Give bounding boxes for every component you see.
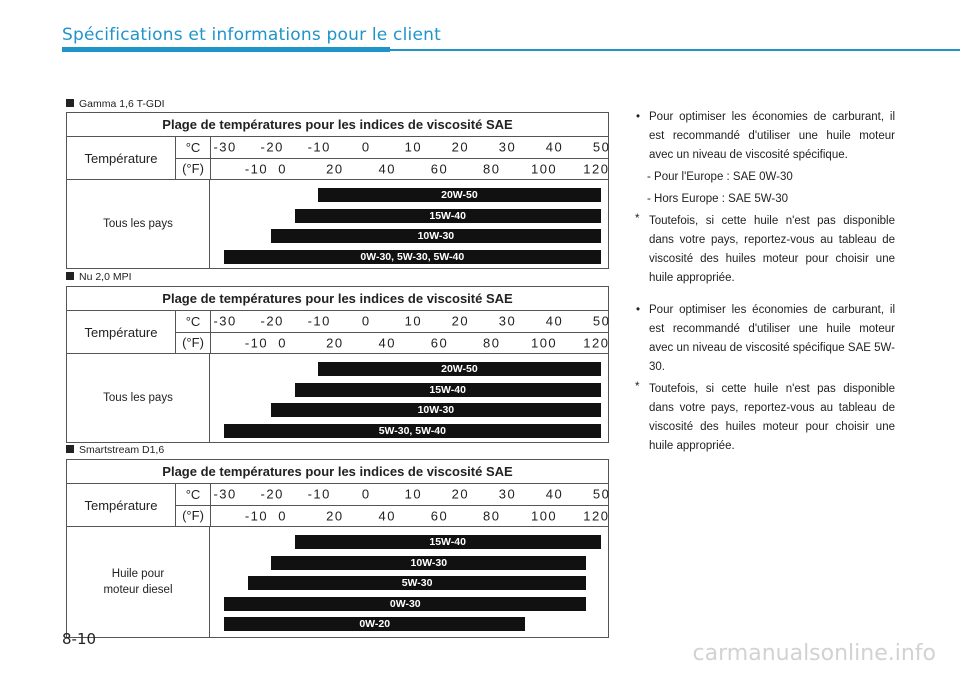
header-rule-thick xyxy=(62,47,390,52)
table-title: Plage de températures pour les indices de viscosité SAE xyxy=(67,460,608,484)
viscosity-bar: 20W-50 xyxy=(318,188,600,202)
fahrenheit-scale xyxy=(211,506,608,527)
celsius-tick: -10 xyxy=(307,139,331,155)
celsius-scale xyxy=(211,137,611,159)
temperature-label: Température xyxy=(67,311,176,353)
temperature-scales xyxy=(211,137,611,179)
engine-label-nu xyxy=(66,271,132,283)
bullet-icon: • xyxy=(636,111,641,123)
viscosity-bar: 0W-30 xyxy=(224,597,586,611)
asterisk-icon: * xyxy=(635,381,640,393)
viscosity-bars xyxy=(210,527,608,637)
celsius-tick: -20 xyxy=(260,313,284,329)
fahrenheit-tick: 120 xyxy=(583,508,610,524)
header-rule-thin xyxy=(390,49,960,51)
viscosity-bar: 15W-40 xyxy=(295,535,601,549)
celsius-tick: 20 xyxy=(451,139,470,155)
fahrenheit-tick: 80 xyxy=(483,508,501,524)
celsius-unit: °C xyxy=(176,311,210,333)
engine-label-smartstream xyxy=(66,444,164,456)
bullet-icon: • xyxy=(636,304,641,316)
celsius-tick: -10 xyxy=(307,313,331,329)
fahrenheit-tick: 20 xyxy=(326,161,344,177)
fahrenheit-tick: 100 xyxy=(530,335,558,351)
celsius-unit: °C xyxy=(176,137,210,159)
temperature-label: Température xyxy=(67,484,176,526)
fahrenheit-tick: 60 xyxy=(430,335,449,351)
asterisk-icon: * xyxy=(635,213,640,225)
note-text: Pour optimiser les économies de carburant, il est recommandé d'utiliser une huile moteur avec un niveau de viscosité spécifique SAE 5W-30. xyxy=(649,304,895,373)
region-label: Tous les pays xyxy=(67,180,210,268)
viscosity-row xyxy=(67,527,608,637)
section-title: Spécifications et informations pour le client xyxy=(62,25,441,45)
viscosity-bars xyxy=(210,180,608,268)
viscosity-bar: 5W-30, 5W-40 xyxy=(224,424,600,438)
unit-column xyxy=(176,484,211,526)
fahrenheit-tick: 0 xyxy=(278,508,287,524)
viscosity-bar: 0W-30, 5W-30, 5W-40 xyxy=(224,250,600,264)
unit-column xyxy=(176,311,211,353)
celsius-tick: 40 xyxy=(545,313,564,329)
viscosity-row xyxy=(67,354,608,442)
region-label: Huile pour moteur diesel xyxy=(67,527,210,637)
celsius-tick: -30 xyxy=(213,139,237,155)
fahrenheit-tick: 40 xyxy=(378,161,396,177)
celsius-tick: -20 xyxy=(260,139,284,155)
celsius-tick: 50 xyxy=(592,486,611,502)
fahrenheit-tick: 80 xyxy=(483,161,501,177)
square-bullet-icon xyxy=(66,445,74,453)
note-text: Pour optimiser les économies de carburant, il est recommandé d'utiliser une huile moteur avec un niveau de viscosité spécifique. xyxy=(649,111,895,161)
temperature-scales xyxy=(211,311,611,353)
temperature-scales xyxy=(211,484,611,526)
fahrenheit-scale xyxy=(211,159,608,180)
fahrenheit-tick: 80 xyxy=(483,335,501,351)
fahrenheit-tick: -10 xyxy=(244,508,269,524)
viscosity-bar: 10W-30 xyxy=(271,229,600,243)
temperature-label: Température xyxy=(67,137,176,179)
viscosity-bar: 10W-30 xyxy=(271,403,600,417)
note-europe: - Pour l'Europe : SAE 0W-30 xyxy=(647,171,793,183)
note-text: Toutefois, si cette huile n'est pas disponible dans votre pays, reportez-vous au tableau de viscosité des huiles moteur pour choisir une huile appropriée. xyxy=(649,383,895,452)
fahrenheit-tick: -10 xyxy=(244,161,269,177)
celsius-tick: -10 xyxy=(307,486,331,502)
square-bullet-icon xyxy=(66,99,74,107)
fahrenheit-tick: 40 xyxy=(378,508,396,524)
fahrenheit-tick: 0 xyxy=(278,335,287,351)
celsius-tick: 40 xyxy=(545,486,564,502)
celsius-tick: 50 xyxy=(592,139,611,155)
square-bullet-icon xyxy=(66,272,74,280)
fahrenheit-tick: 0 xyxy=(278,161,287,177)
celsius-tick: 0 xyxy=(361,139,371,155)
celsius-tick: 20 xyxy=(451,313,470,329)
watermark: carmanualsonline.info xyxy=(692,641,936,666)
table-title: Plage de températures pour les indices de viscosité SAE xyxy=(67,287,608,311)
fahrenheit-tick: 20 xyxy=(326,335,344,351)
temperature-row xyxy=(67,311,611,354)
viscosity-table xyxy=(66,286,609,443)
celsius-tick: 40 xyxy=(545,139,564,155)
celsius-tick: 10 xyxy=(404,313,423,329)
region-label: Tous les pays xyxy=(67,354,210,442)
fahrenheit-unit: (°F) xyxy=(182,508,204,524)
engine-label-gamma xyxy=(66,98,165,110)
viscosity-bar: 20W-50 xyxy=(318,362,600,376)
note-paragraph xyxy=(633,108,895,165)
fahrenheit-tick: 40 xyxy=(378,335,396,351)
celsius-scale xyxy=(211,484,611,506)
viscosity-table xyxy=(66,459,609,638)
page-number: 8-10 xyxy=(62,630,97,648)
fahrenheit-tick: 120 xyxy=(583,335,610,351)
celsius-tick: -30 xyxy=(213,313,237,329)
notes-column xyxy=(633,108,895,456)
celsius-tick: 0 xyxy=(361,486,371,502)
fahrenheit-tick: 20 xyxy=(326,508,344,524)
unit-column xyxy=(176,137,211,179)
viscosity-bar: 10W-30 xyxy=(271,556,586,570)
fahrenheit-tick: 100 xyxy=(530,161,558,177)
engine-name: Gamma 1,6 T-GDI xyxy=(79,98,165,110)
engine-name: Smartstream D1,6 xyxy=(79,444,165,456)
temperature-row xyxy=(67,137,611,180)
viscosity-bar: 5W-30 xyxy=(248,576,587,590)
celsius-tick: 20 xyxy=(451,486,470,502)
fahrenheit-unit: (°F) xyxy=(182,335,204,351)
note-paragraph xyxy=(633,380,895,456)
fahrenheit-tick: 60 xyxy=(430,508,449,524)
note-text: Toutefois, si cette huile n'est pas disponible dans votre pays, reportez-vous au tableau de viscosité des huiles moteur pour choisir une huile appropriée. xyxy=(649,215,895,284)
celsius-tick: 10 xyxy=(404,139,423,155)
note-paragraph xyxy=(633,301,895,377)
celsius-tick: 50 xyxy=(592,313,611,329)
table-title: Plage de températures pour les indices de viscosité SAE xyxy=(67,113,608,137)
viscosity-table xyxy=(66,112,609,269)
celsius-scale xyxy=(211,311,611,333)
note-outside-europe: - Hors Europe : SAE 5W-30 xyxy=(647,193,789,205)
fahrenheit-tick: 100 xyxy=(530,508,558,524)
celsius-tick: 0 xyxy=(361,313,371,329)
fahrenheit-tick: 120 xyxy=(583,161,610,177)
note-paragraph xyxy=(633,212,895,288)
viscosity-bar: 15W-40 xyxy=(295,209,601,223)
viscosity-row xyxy=(67,180,608,268)
celsius-tick: 30 xyxy=(498,139,517,155)
viscosity-bar: 15W-40 xyxy=(295,383,601,397)
celsius-tick: 30 xyxy=(498,486,517,502)
celsius-tick: -30 xyxy=(213,486,237,502)
celsius-tick: -20 xyxy=(260,486,284,502)
viscosity-bars xyxy=(210,354,608,442)
fahrenheit-tick: -10 xyxy=(244,335,269,351)
celsius-unit: °C xyxy=(176,484,210,506)
celsius-tick: 30 xyxy=(498,313,517,329)
fahrenheit-scale xyxy=(211,333,608,354)
temperature-row xyxy=(67,484,611,527)
fahrenheit-tick: 60 xyxy=(430,161,449,177)
fahrenheit-unit: (°F) xyxy=(182,161,204,177)
viscosity-bar: 0W-20 xyxy=(224,617,525,631)
engine-name: Nu 2,0 MPI xyxy=(79,271,132,283)
celsius-tick: 10 xyxy=(404,486,423,502)
